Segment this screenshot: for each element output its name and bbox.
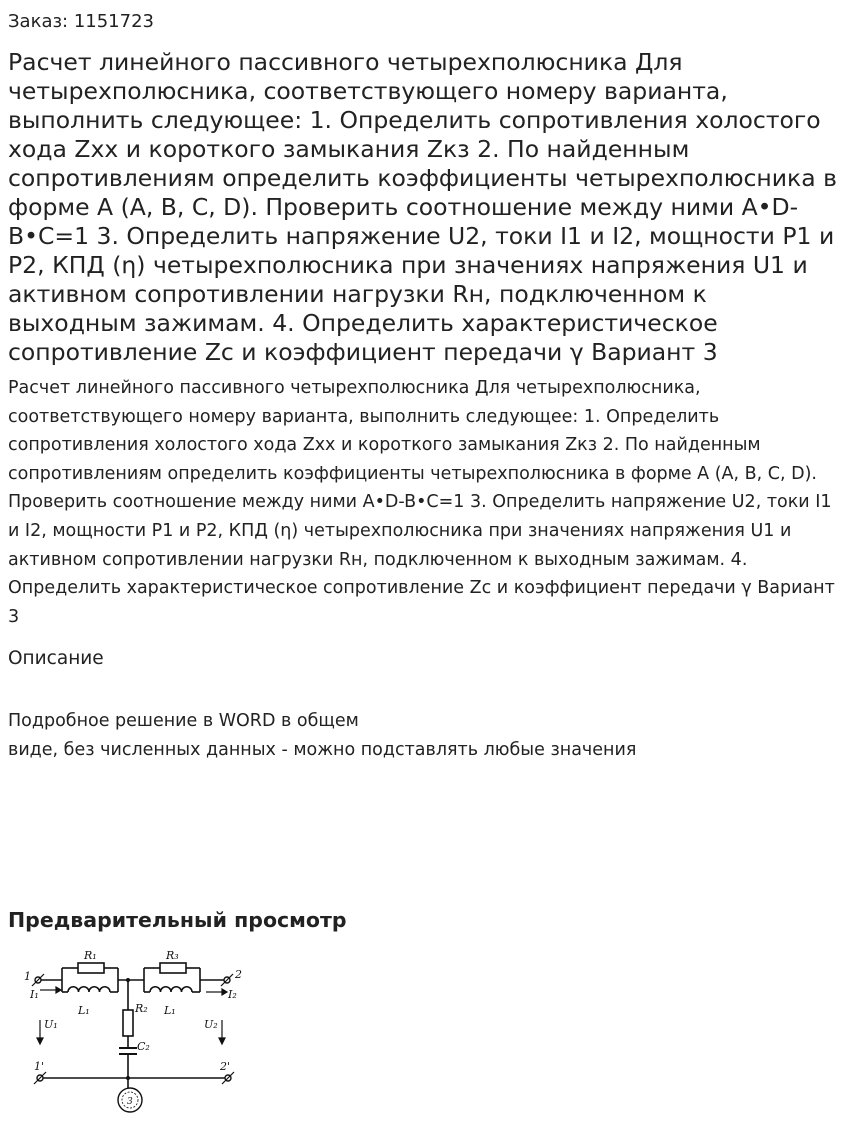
label-terminal-1p: 1' (34, 1060, 45, 1073)
order-number: Заказ: 1151723 (8, 11, 154, 32)
label-r1: R₁ (84, 949, 97, 962)
resistor-r2 (123, 1010, 133, 1036)
label-terminal-1: 1 (24, 970, 31, 983)
circuit-preview-image (18, 942, 250, 1118)
label-i1: I₁ (30, 988, 39, 1001)
junction-node (126, 1076, 130, 1080)
label-r2: R₂ (135, 1002, 148, 1015)
label-u2: U₂ (204, 1018, 218, 1031)
capacitor-c2 (119, 1048, 137, 1054)
circuit-diagram (18, 942, 250, 1118)
inductor-l1-right (150, 987, 192, 992)
resistor-r3 (160, 963, 186, 973)
preview-heading: Предварительный просмотр (8, 908, 347, 932)
label-badge: 3 (127, 1097, 133, 1107)
description-line-1: Подробное решение в WORD в общем (8, 711, 359, 731)
description-line-2: виде, без численных данных - можно подставлять любые значения (8, 740, 637, 760)
label-c2: C₂ (137, 1040, 150, 1053)
label-i2: I₂ (228, 988, 237, 1001)
inductor-l1-left (68, 987, 110, 992)
label-terminal-2: 2 (235, 968, 242, 981)
description-heading: Описание (8, 648, 104, 669)
label-l1-left: L₁ (78, 1004, 90, 1017)
junction-node (126, 978, 130, 982)
label-terminal-2p: 2' (220, 1060, 231, 1073)
page-title: Расчет линейного пассивного четырехполюсника Для четырехполюсника, соответствующего номеру варианта, выполнить следующее: 1. Определить сопротивления холостого хода Zхх и короткого замыкания Zкз 2. По найденным сопротивлениям определить коэффициенты четырехполюсника в форме A (A, B, C, D). Проверить соотношение между ними A•D-B•C=1 3. Определить напряжение U2, токи I1 и I2, мощности P1 и P2, КПД (η) четырехполюсника при значениях напряжения U1 и активном сопротивлении нагрузки Rн, подключенном к выходным зажимам. 4. Определить характеристическое сопротивление Zc и коэффициент передачи γ Вариант 3 (8, 48, 837, 366)
task-description: Расчет линейного пассивного четырехполюсника Для четырехполюсника, соответствующего номеру варианта, выполнить следующее: 1. Определить сопротивления холостого хода Zхх и короткого замыкания Zкз 2. По найденным сопротивлениям определить коэффициенты четырехполюсника в форме A (A, B, C, D). Проверить соотношение между ними A•D-B•C=1 3. Определить напряжение U2, токи I1 и I2, мощности P1 и P2, КПД (η) четырехполюсника при значениях напряжения U1 и активном сопротивлении нагрузки Rн, подключенном к выходным зажимам. 4. Определить характеристическое сопротивление Zc и коэффициент передачи γ Вариант 3 (8, 378, 835, 627)
label-u1: U₁ (44, 1018, 58, 1031)
label-r3: R₃ (166, 949, 179, 962)
resistor-r1 (78, 963, 104, 973)
label-l1-right: L₁ (164, 1004, 176, 1017)
